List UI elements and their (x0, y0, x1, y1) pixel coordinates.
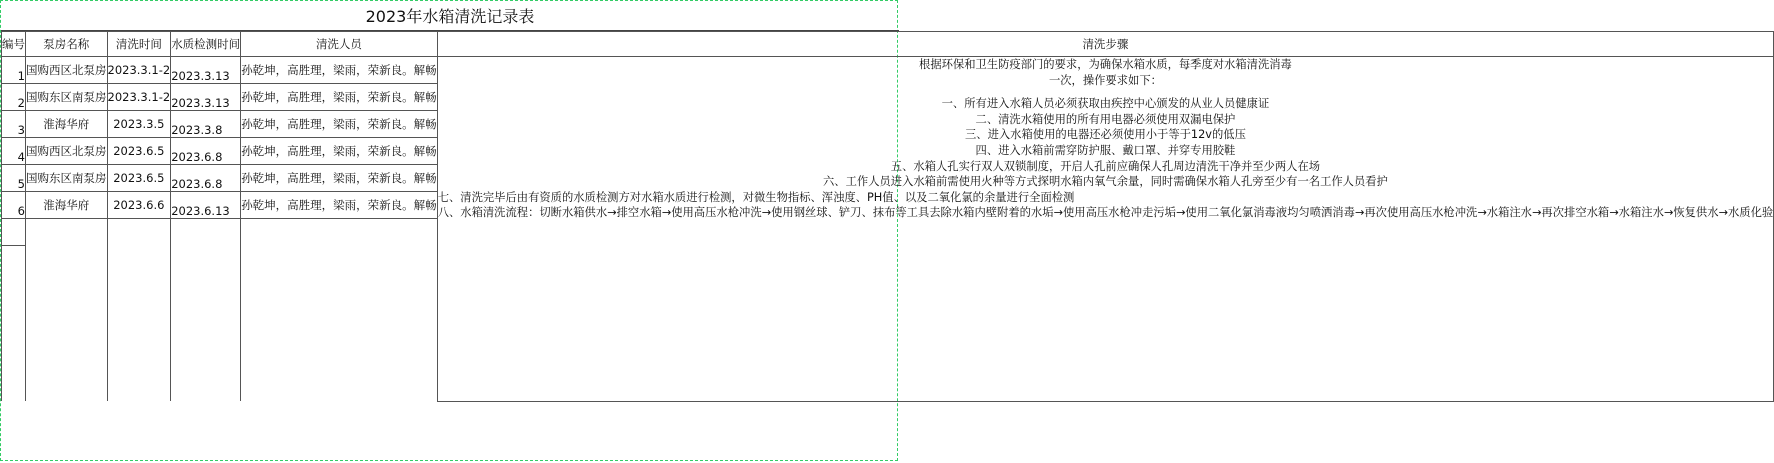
sheet-title: 2023年水箱清洗记录表 (1, 1, 899, 31)
row-clean-date: 2023.6.6 (107, 192, 171, 219)
row-clean-date: 2023.3.5 (107, 111, 171, 138)
row-test-date: 2023.6.13 (171, 192, 241, 219)
header-staff: 清洗人员 (241, 32, 438, 57)
row-no: 5 (2, 165, 26, 192)
row-test-date: 2023.3.8 (171, 111, 241, 138)
row-clean-date: 2023.6.5 (107, 138, 171, 165)
step-7: 七、清洗完毕后由有资质的水质检测方对水箱水质进行检测，对微生物指标、浑浊度、PH值、以及二氧化氯的余量进行全面检测 (437, 190, 1075, 204)
header-steps: 清洗步骤 (437, 32, 1774, 57)
row-staff: 孙乾坤，高胜理，梁雨，荣新良。解畅 (241, 192, 438, 219)
steps-cell (437, 57, 1774, 402)
header-row (2, 32, 1774, 57)
step-3: 三、进入水箱使用的电器还必须使用小于等于12v的低压 (964, 128, 1246, 142)
header-room: 泵房名称 (26, 32, 108, 57)
steps-intro-2: 一次，操作要求如下： (1048, 73, 1162, 87)
row-staff: 孙乾坤，高胜理，梁雨，荣新良。解畅 (241, 165, 438, 192)
row-no: 6 (2, 192, 26, 219)
row-room: 淮海华府 (26, 192, 108, 219)
steps-text (438, 57, 1774, 221)
row-test-date: 2023.3.13 (171, 57, 241, 84)
row-test-date: 2023.6.8 (171, 165, 241, 192)
header-clean-date: 清洗时间 (107, 32, 171, 57)
step-5: 五、水箱人孔实行双人双锁制度，开启人孔前应确保人孔周边清洗干净并至少两人在场 (890, 159, 1321, 173)
row-no: 4 (2, 138, 26, 165)
row-staff: 孙乾坤，高胜理，梁雨，荣新良。解畅 (241, 84, 438, 111)
row-room: 国购西区北泵房 (26, 138, 108, 165)
row-staff: 孙乾坤，高胜理，梁雨，荣新良。解畅 (241, 111, 438, 138)
header-no: 编号 (2, 32, 26, 57)
header-test-date: 水质检测时间 (171, 32, 241, 57)
row-room: 国购东区南泵房 (26, 165, 108, 192)
row-room: 淮海华府 (26, 111, 108, 138)
table-row (2, 57, 1774, 84)
row-clean-date: 2023.3.1-2 (107, 57, 171, 84)
row-test-date: 2023.3.13 (171, 84, 241, 111)
step-8: 八、水箱清洗流程：切断水箱供水→排空水箱→使用高压水枪冲洗→使用钢丝球、铲刀、抹布等工具去除水箱内壁附着的水垢→使用高压水枪冲走污垢→使用二氧化氯消毒液均匀喷洒消毒→再次使用高压水枪冲洗→水箱注水→再次排空水箱→水箱注水→恢复供水→水质化验 (437, 206, 1774, 220)
steps-intro: 根据环保和卫生防疫部门的要求，为确保水箱水质，每季度对水箱清洗消毒 (919, 58, 1292, 71)
row-clean-date: 2023.6.5 (107, 165, 171, 192)
row-test-date: 2023.6.8 (171, 138, 241, 165)
step-6: 六、工作人员进入水箱前需使用火种等方式探明水箱内氧气余量，同时需确保水箱人孔旁至少有一名工作人员看护 (823, 175, 1388, 189)
cleaning-log-table (1, 31, 1774, 402)
row-no: 3 (2, 111, 26, 138)
row-no: 1 (2, 57, 26, 84)
row-room: 国购东区南泵房 (26, 84, 108, 111)
row-room: 国购西区北泵房 (26, 57, 108, 84)
step-1: 一、所有进入水箱人员必须获取由疾控中心颁发的从业人员健康证 (941, 97, 1270, 111)
row-no: 2 (2, 84, 26, 111)
row-staff: 孙乾坤，高胜理，梁雨，荣新良。解畅 (241, 57, 438, 84)
step-4: 四、进入水箱前需穿防护服、戴口罩、并穿专用胶鞋 (975, 143, 1236, 157)
step-2: 二、清洗水箱使用的所有用电器必须使用双漏电保护 (975, 112, 1236, 126)
row-clean-date: 2023.3.1-2 (107, 84, 171, 111)
row-staff: 孙乾坤，高胜理，梁雨，荣新良。解畅 (241, 138, 438, 165)
